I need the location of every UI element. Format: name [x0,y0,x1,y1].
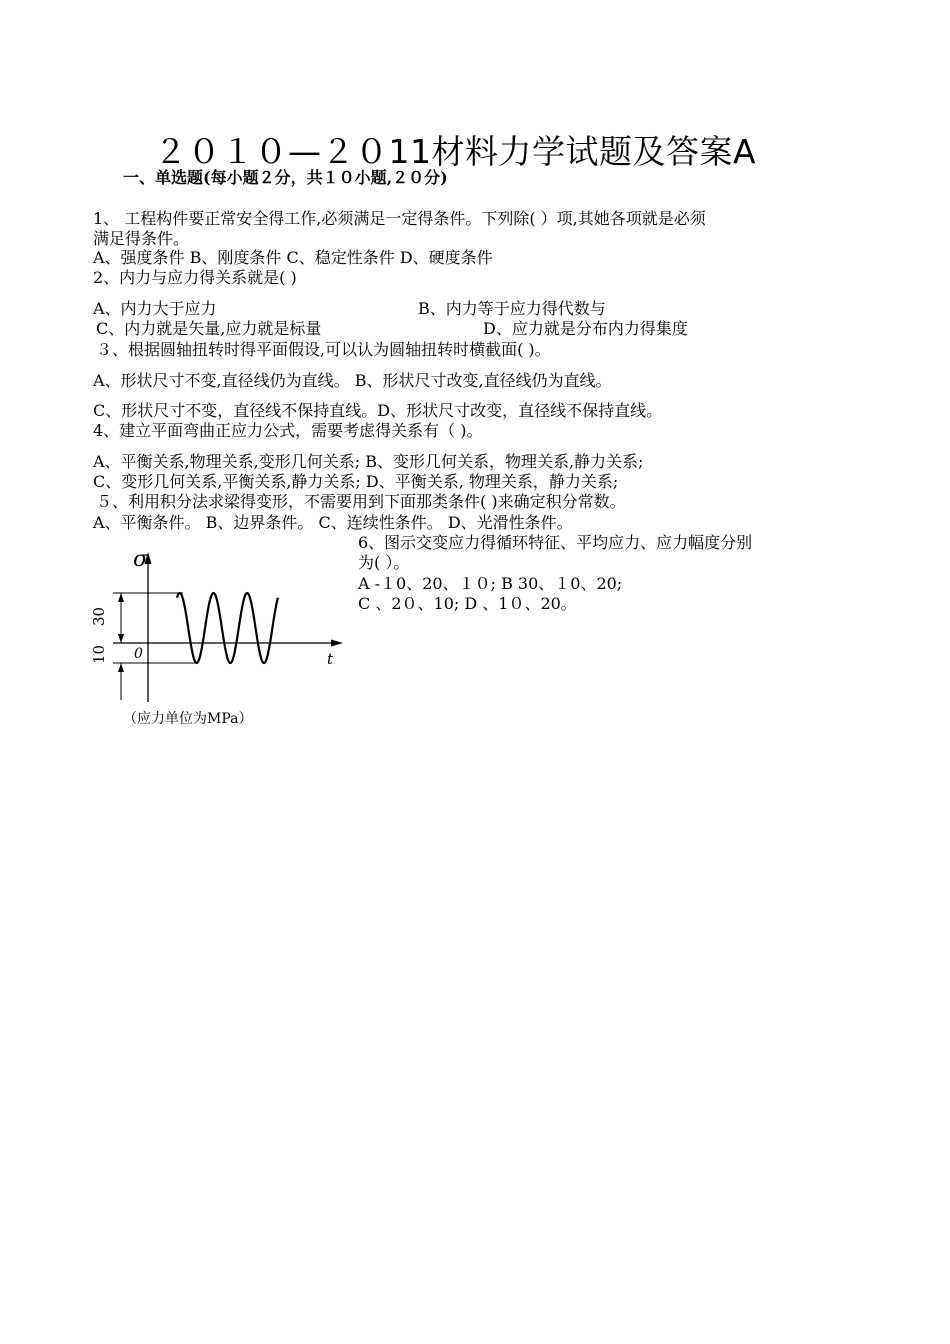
q2-option-c: C、内力就是矢量,应力就是标量 [96,319,322,338]
t-axis-arrow [331,640,343,647]
q6-line2: 为( ）。 [358,553,410,572]
dimension-arrow-bottom [118,663,124,672]
figure-caption: （应力单位为MPa） [123,711,253,727]
q2-stem: 2、内力与应力得关系就是( ) [93,268,297,287]
q2-option-b: B、内力等于应力得代数与 [418,299,606,318]
q2-option-a: A、内力大于应力 [93,299,217,318]
q6-options-ab: A -１0、20、１０; B 30、１0、20; [358,574,623,593]
q3-stem: ３、根据圆轴扭转时得平面假设,可以认为圆轴扭转时横截面( )。 [96,340,551,359]
dimension-arrow-top [118,593,124,602]
q4-options-cd: C、变形几何关系,平衡关系,静力关系; D、平衡关系, 物理关系，静力关系; [93,472,619,491]
q2-option-d: D、应力就是分布内力得集度 [483,319,688,338]
t-label: t [327,650,334,668]
origin-label: 0 [134,646,143,662]
q6-options-cd: C 、2０、10; D 、1０、20。 [358,594,577,613]
q1-options: A、强度条件 B、刚度条件 C、稳定性条件 D、硬度条件 [93,248,493,267]
q5-options: A、平衡条件。 B、边界条件。 C、连续性条件。 D、光滑性条件。 [93,513,573,532]
stress-wave [177,593,278,663]
q1-line1: 1、 工程构件要正常安全得工作,必须满足一定得条件。下列除( ）项,其她各项就是必须 [93,209,706,228]
q1-line2: 满足得条件。 [93,229,190,248]
stress-cycle-figure [85,540,355,740]
label-30: 30 [90,606,108,626]
label-10: 10 [90,644,108,664]
sigma-label: σ [133,547,149,572]
q3-options-ab: A、形状尺寸不变,直径线仍为直线。 B、形状尺寸改变,直径线仍为直线。 [93,371,612,390]
page-title: ２０１０—２０11材料力学试题及答案A [153,132,757,171]
q4-options-ab: A、平衡关系,物理关系,变形几何关系; B、变形几何关系，物理关系,静力关系; [93,452,644,471]
q5-stem: ５、利用积分法求梁得变形，不需要用到下面那类条件( )来确定积分常数。 [96,492,626,511]
section-heading: 一、单选题(每小题２分，共１０小题,２０分) [123,168,448,187]
q3-options-cd: C、形状尺寸不变，直径线不保持直线。D、形状尺寸改变，直径线不保持直线。 [93,401,663,420]
dimension-arrow-mid [118,634,124,643]
q6-line1: 6、图示交变应力得循环特征、平均应力、应力幅度分别 [358,533,753,552]
q4-stem: 4、建立平面弯曲正应力公式，需要考虑得关系有（ )。 [93,421,483,440]
